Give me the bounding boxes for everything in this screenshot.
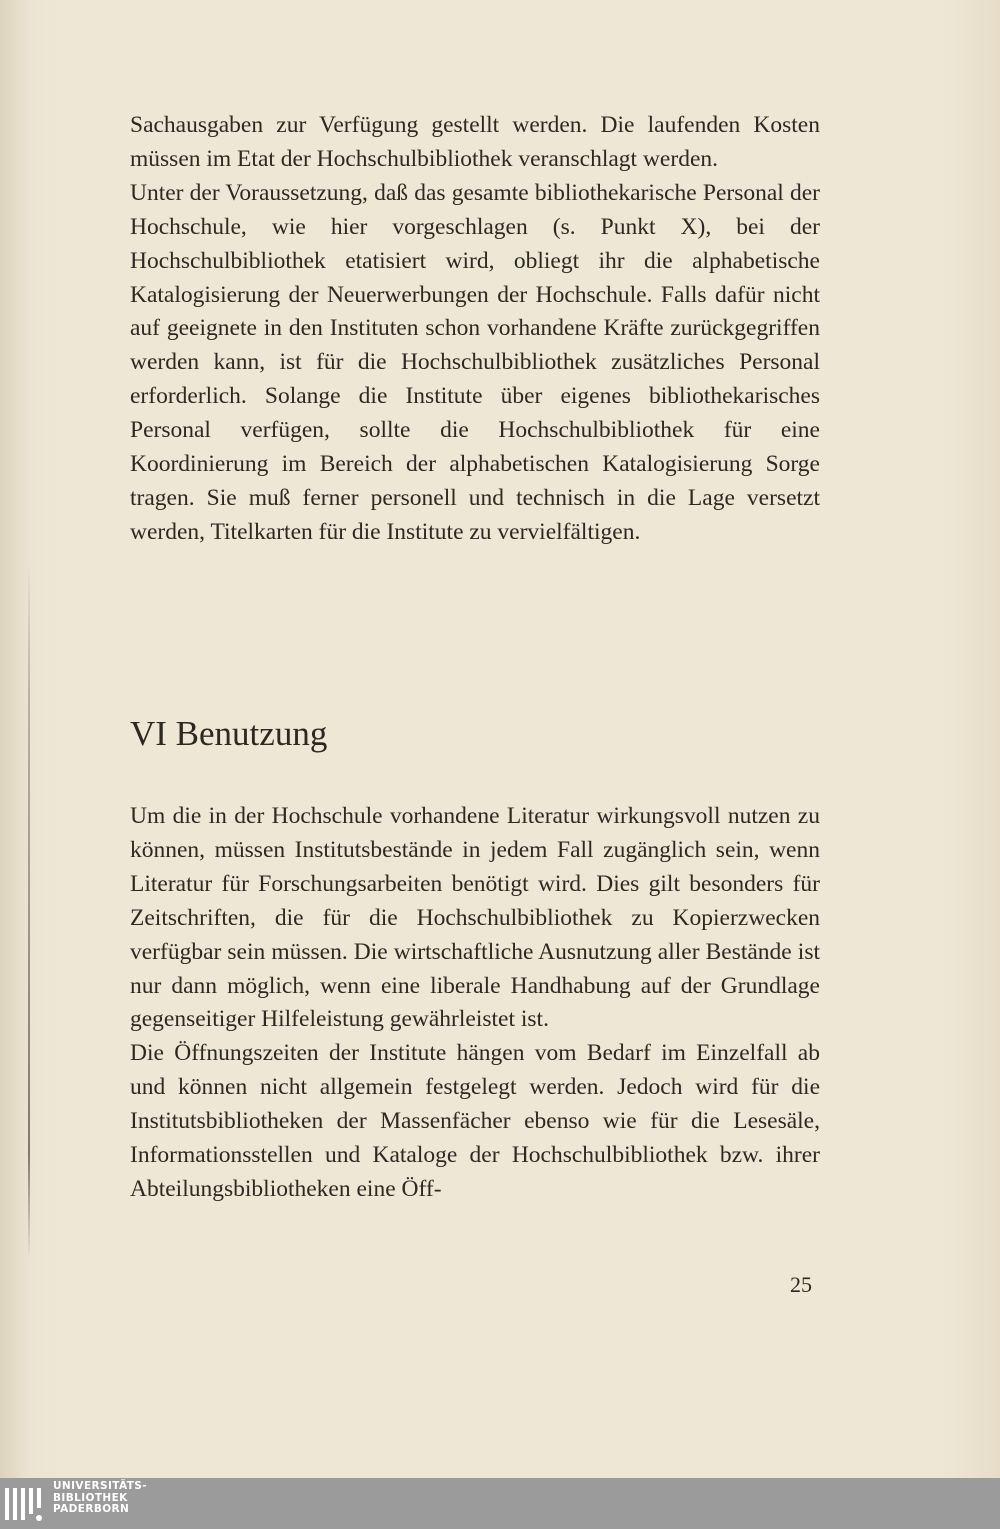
library-logo-text	[53, 1481, 147, 1516]
logo-line: UNIVERSITÄTS-	[53, 1480, 148, 1492]
paragraph: Die Öffnungszeiten der Institute hängen vom Bedarf im Einzelfall ab und können nicht allgemein festgelegt werden. Jedoch wird für die Institutsbibliotheken der Massenfächer ebenso wie für die Lesesäle, Informationsstellen und Kataloge der Hochschulbibliothek bzw. ihrer Abteilungsbibliotheken eine Öff-	[130, 1040, 820, 1202]
text-block-upper	[130, 109, 820, 550]
library-footer-bar	[0, 1478, 1000, 1529]
paragraph: Um die in der Hochschule vorhandene Literatur wirkungsvoll nutzen zu können, müssen Institutsbestände in jedem Fall zugänglich sein, wenn Literatur für Forschungsarbeiten benötigt wird. Dies gilt besonders für Zeitschriften, die für die Hochschulbibliothek zu Kopierzwecken verfügbar sein müssen. Die wirtschaftliche Ausnutzung aller Bestände ist nur dann möglich, wenn eine liberale Handhabung auf der Grundlage gegenseitiger Hilfeleistung gewährleistet ist.	[130, 803, 820, 1033]
text-block-lower	[130, 800, 820, 1207]
logo-line: PADERBORN	[53, 1503, 130, 1515]
library-logo-icon	[4, 1484, 42, 1524]
section-heading: VI Benutzung	[130, 714, 328, 753]
logo-line: BIBLIOTHEK	[53, 1491, 128, 1504]
binding-edge	[28, 560, 30, 1260]
page-number: 25	[790, 1272, 812, 1297]
paragraph: Unter der Voraussetzung, daß das gesamte bibliothekarische Personal der Hochschule, wie hier vorgeschlagen (s. Punkt X), bei der Hochschulbibliothek etatisiert wird, obliegt ihr die alphabetische Katalogisierung der Neuerwerbungen der Hochschule. Falls dafür nicht auf geeignete in den Instituten schon vorhandene Kräfte zurückgegriffen werden kann, ist für die Hochschulbibliothek zusätzliches Personal erforderlich. Solange die Institute über eigenes bibliothekarisches Personal verfügen, sollte die Hochschulbibliothek für eine Koordinierung im Bereich der alphabetischen Katalogisierung Sorge tragen. Sie muß ferner personell und technisch in die Lage versetzt werden, Titelkarten für die Institute zu vervielfältigen.	[130, 179, 820, 545]
paragraph: Sachausgaben zur Verfügung gestellt werden. Die laufenden Kosten müssen im Etat der Hochschulbibliothek veranschlagt werden.	[130, 112, 820, 172]
